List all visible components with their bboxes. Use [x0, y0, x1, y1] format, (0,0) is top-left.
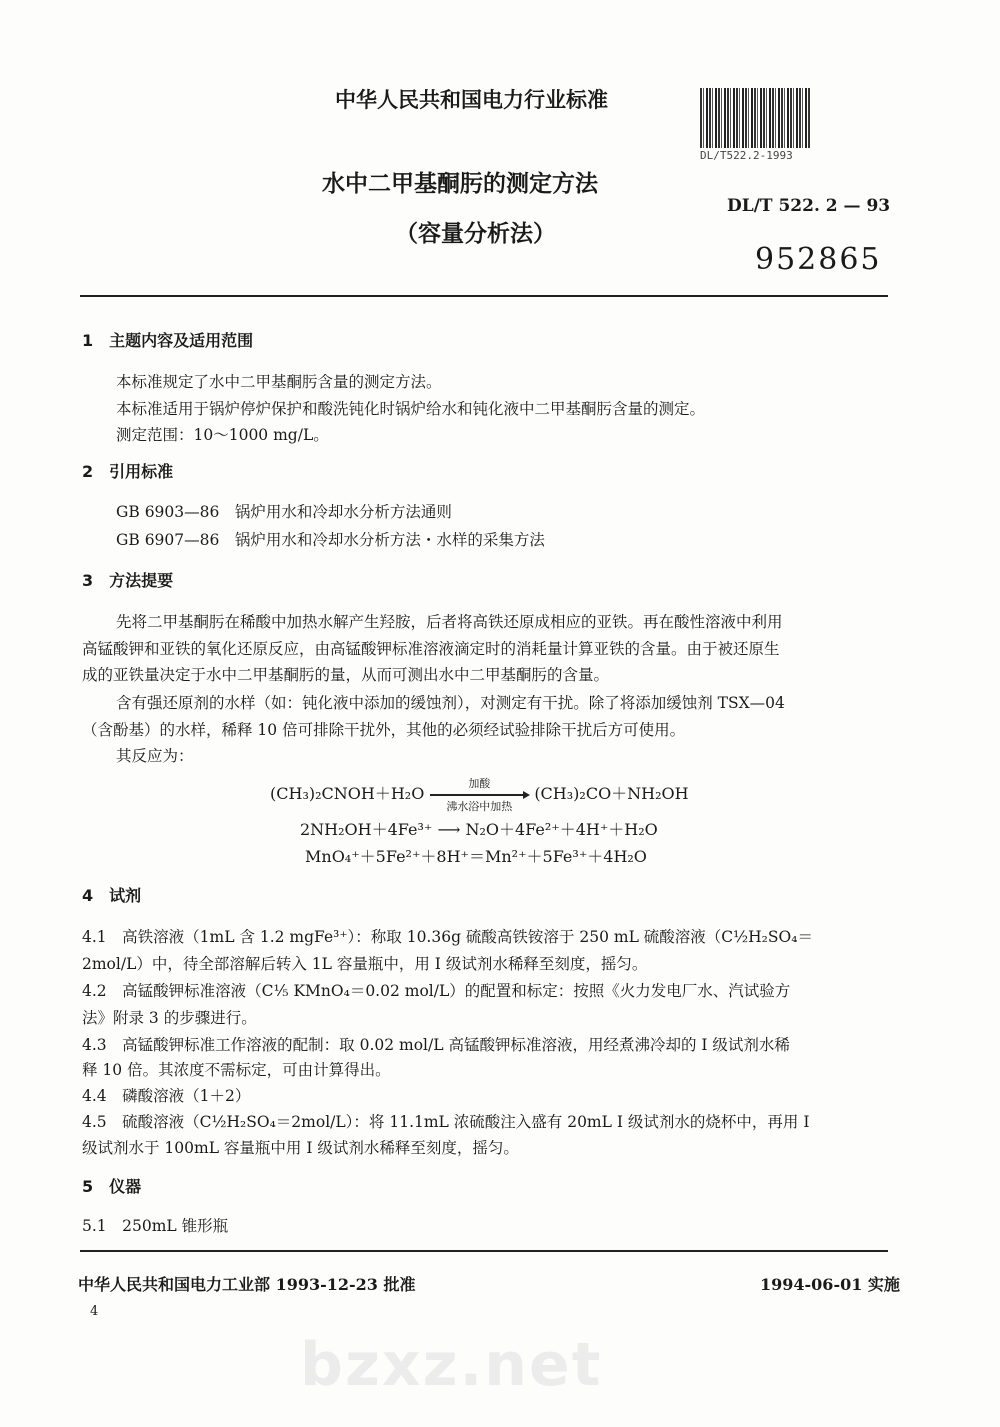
- instrument-line: 5.1 250mL 锥形瓶: [82, 1217, 229, 1235]
- implementation-date: 1994-06-01 实施: [760, 1275, 900, 1294]
- paragraph-line: 先将二甲基酮肟在稀酸中加热水解产生羟胺，后者将高铁还原成相应的亚铁。再在酸性溶液中利用: [116, 613, 783, 631]
- reagent-line: 级试剂水于 100mL 容量瓶中用 I 级试剂水稀释至刻度，摇匀。: [82, 1139, 519, 1157]
- section-5-heading: 5 仪器: [82, 1177, 142, 1196]
- document-title: 水中二甲基酮肟的测定方法: [322, 171, 598, 197]
- equation-1-right: (CH₃)₂CO＋NH₂OH: [534, 784, 689, 803]
- reagent-line: 法》附录 3 的步骤进行。: [82, 1009, 257, 1027]
- paragraph-line: 测定范围：10～1000 mg/L。: [116, 426, 329, 444]
- page-number: 4: [90, 1304, 99, 1319]
- section-2-heading: 2 引用标准: [82, 462, 174, 481]
- reagent-line: 4.5 硫酸溶液（C½H₂SO₄＝2mol/L）：将 11.1mL 浓硫酸注入盛有 20mL I 级试剂水的烧杯中，再用 I: [82, 1113, 810, 1131]
- reagent-line: 释 10 倍。其浓度不需标定，可由计算得出。: [82, 1061, 391, 1079]
- equation-1: [270, 776, 689, 813]
- equation-3: MnO₄⁺＋5Fe²⁺＋8H⁺＝Mn²⁺＋5Fe³⁺＋4H₂O: [305, 847, 647, 866]
- arrow-condition-above: 加酸: [468, 776, 491, 790]
- reagent-line: 4.4 磷酸溶液（1＋2）: [82, 1087, 251, 1105]
- section-1-heading: 1 主题内容及适用范围: [82, 331, 254, 350]
- reagent-line: 4.1 高铁溶液（1mL 含 1.2 mgFe³⁺）：称取 10.36g 硫酸高铁铵溶于 250 mL 硫酸溶液（C½H₂SO₄＝: [82, 928, 813, 946]
- reference-item: GB 6903—86 锅炉用水和冷却水分析方法通则: [116, 503, 452, 521]
- watermark: bzxz.net: [300, 1330, 603, 1400]
- approval-text: 中华人民共和国电力工业部 1993-12-23 批准: [78, 1275, 416, 1294]
- section-4-heading: 4 试剂: [82, 886, 142, 905]
- paragraph-line: 其反应为：: [116, 747, 194, 765]
- equation-1-left: (CH₃)₂CNOH＋H₂O: [270, 784, 425, 803]
- reagent-line: 4.3 高锰酸钾标准工作溶液的配制：取 0.02 mol/L 高锰酸钾标准溶液，用经煮沸冷却的 I 级试剂水稀: [82, 1036, 790, 1054]
- standard-code: DL/T 522. 2 — 93: [727, 196, 891, 216]
- section-3-heading: 3 方法提要: [82, 571, 174, 590]
- paragraph-line: 高锰酸钾和亚铁的氧化还原反应，由高锰酸钾标准溶液滴定时的消耗量计算亚铁的含量。由于被还原生: [82, 640, 780, 658]
- arrow-condition-below: 沸水浴中加热: [446, 799, 513, 813]
- reagent-line: 4.2 高锰酸钾标准溶液（C⅕ KMnO₄＝0.02 mol/L）的配置和标定：按照《火力发电厂水、汽试验方: [82, 982, 791, 1000]
- standard-category: 中华人民共和国电力行业标准: [335, 88, 608, 112]
- paragraph-line: 本标准规定了水中二甲基酮肟含量的测定方法。: [116, 373, 442, 391]
- footer-divider: [80, 1250, 888, 1252]
- equation-2: 2NH₂OH＋4Fe³⁺ ⟶ N₂O＋4Fe²⁺＋4H⁺＋H₂O: [300, 820, 658, 839]
- document-subtitle: （容量分析法）: [395, 221, 556, 247]
- barcode: [700, 88, 810, 148]
- serial-number: 952865: [755, 242, 882, 277]
- paragraph-line: 含有强还原剂的水样（如：钝化液中添加的缓蚀剂），对测定有干扰。除了将添加缓蚀剂 TSX—04: [116, 694, 785, 712]
- reaction-arrow-icon: [430, 776, 528, 813]
- paragraph-line: 本标准适用于锅炉停炉保护和酸洗钝化时锅炉给水和钝化液中二甲基酮肟含量的测定。: [116, 400, 706, 418]
- paragraph-line: 成的亚铁量决定于水中二甲基酮肟的量，从而可测出水中二甲基酮肟的含量。: [82, 666, 610, 684]
- reference-item: GB 6907—86 锅炉用水和冷却水分析方法・水样的采集方法: [116, 531, 545, 549]
- reagent-line: 2mol/L）中，待全部溶解后转入 1L 容量瓶中，用 I 级试剂水稀释至刻度，摇匀。: [82, 955, 648, 973]
- header-divider: [80, 295, 888, 297]
- paragraph-line: （含酚基）的水样，稀释 10 倍可排除干扰外，其他的必须经试验排除干扰后方可使用。: [82, 721, 686, 739]
- barcode-text: DL/T522.2-1993: [700, 149, 793, 162]
